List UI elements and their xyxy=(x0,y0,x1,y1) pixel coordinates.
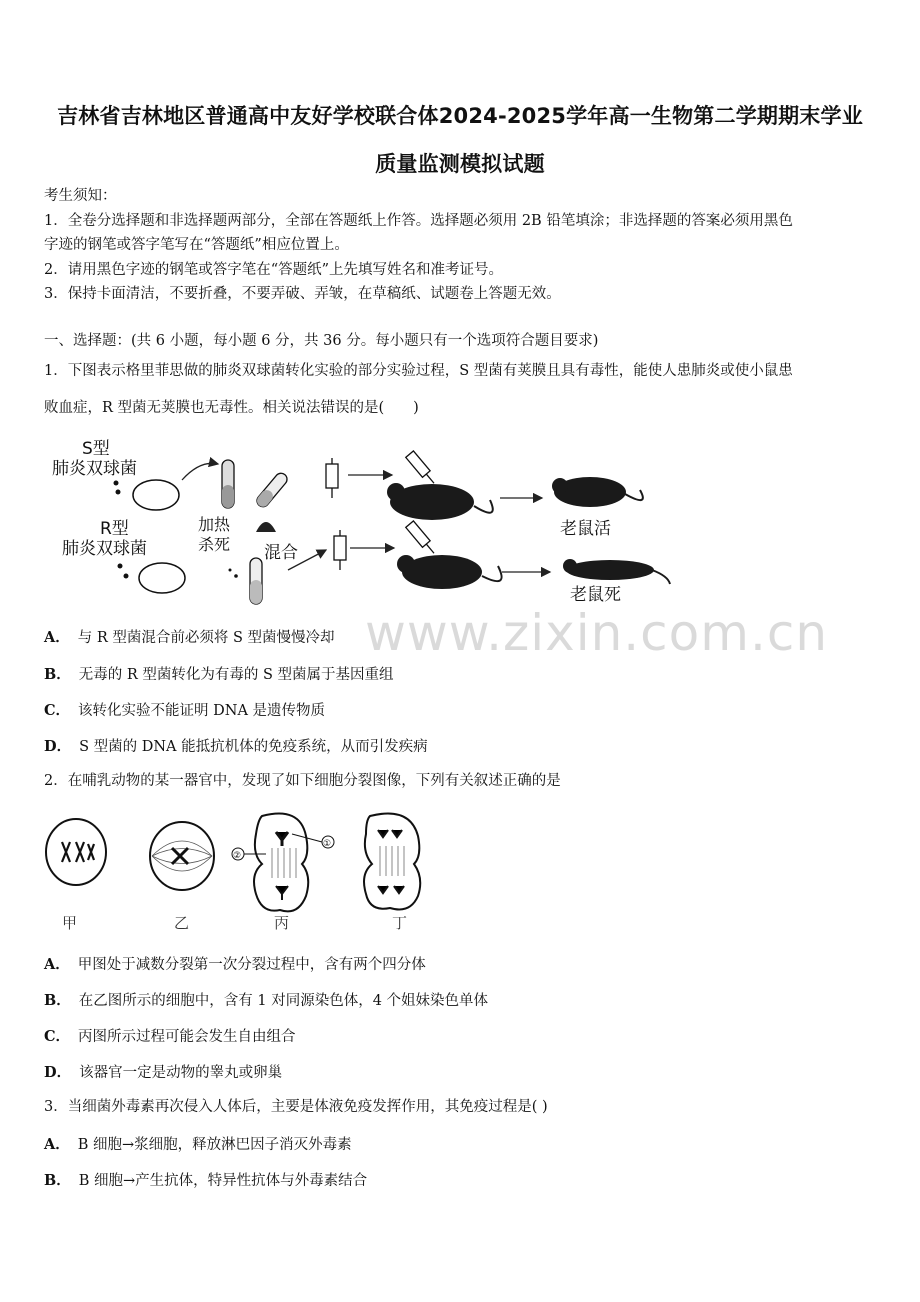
q1-option-a[interactable]: A． 与 R 型菌混合前必须将 S 型菌慢慢冷却 xyxy=(44,629,335,646)
q2-stem: 2．在哺乳动物的某一器官中，发现了如下细胞分裂图像，下列有关叙述正确的是 xyxy=(44,773,561,789)
q3-option-a[interactable]: A． B 细胞→浆细胞，释放淋巴因子消灭外毒素 xyxy=(44,1136,352,1153)
mouse-2-icon xyxy=(397,555,502,589)
q2-figure xyxy=(40,806,440,934)
exam-title-line1: 吉林省吉林地区普通高中友好学校联合体2024-2025学年高一生物第二学期期末学业 xyxy=(57,104,863,128)
test-tube-2-icon xyxy=(250,558,262,604)
live-mouse-icon xyxy=(552,477,643,507)
mouse-icon xyxy=(387,483,493,520)
q1-stem-b: 败血症，R 型菌无荚膜也无毒性。相关说法错误的是( ) xyxy=(44,400,419,416)
cell-yi xyxy=(150,822,214,890)
s-bacteria-dish xyxy=(133,480,179,510)
q2-option-a[interactable]: A． 甲图处于减数分裂第一次分裂过程中，含有两个四分体 xyxy=(44,956,426,973)
s-strain-label: S型 xyxy=(82,439,110,459)
q2-option-d[interactable]: D． 该器官一定是动物的睾丸或卵巢 xyxy=(44,1064,283,1081)
notice-item-3: 3．保持卡面清洁，不要折叠，不要弄破、弄皱，在草稿纸、试题卷上答题无效。 xyxy=(44,286,561,302)
label-bing: 丙 xyxy=(274,914,290,932)
tilted-tube-icon xyxy=(255,471,290,509)
mix-label: 混合 xyxy=(264,543,298,563)
heat-kill-label-1: 加热 xyxy=(198,515,231,534)
notice-item-2: 2．请用黑色字迹的钢笔或答字笔在“答题纸”上先填写姓名和准考证号。 xyxy=(44,262,504,278)
mark-2: ② xyxy=(233,851,242,861)
syringe-icon xyxy=(326,458,338,498)
cell-ding xyxy=(364,814,420,910)
dead-mouse-icon xyxy=(563,559,670,584)
injection-syringe-icon xyxy=(406,451,438,487)
test-tube-icon xyxy=(222,460,234,508)
label-ding: 丁 xyxy=(392,914,408,932)
q2-option-b[interactable]: B． 在乙图所示的细胞中，含有 1 对同源染色体，4 个姐妹染色单体 xyxy=(44,992,489,1009)
q3-option-b[interactable]: B． B 细胞→产生抗体，特异性抗体与外毒素结合 xyxy=(44,1172,368,1189)
label-jia: 甲 xyxy=(62,914,78,932)
q1-option-d[interactable]: D． S 型菌的 DNA 能抵抗机体的免疫系统，从而引发疾病 xyxy=(44,738,428,755)
q2-option-c[interactable]: C． 丙图所示过程可能会发生自由组合 xyxy=(44,1028,296,1045)
cell-bing xyxy=(232,814,334,912)
q1-option-b[interactable]: B． 无毒的 R 型菌转化为有毒的 S 型菌属于基因重组 xyxy=(44,666,394,683)
mark-1: ① xyxy=(323,839,332,849)
notice-item-1b: 字迹的钢笔或答字笔写在“答题纸”相应位置上。 xyxy=(44,237,349,253)
cell-jia xyxy=(46,819,106,885)
q1-stem-a: 1．下图表示格里菲思做的肺炎双球菌转化实验的部分实验过程，S 型菌有荚膜且具有毒性，能使人患肺炎或使小鼠患 xyxy=(44,363,793,379)
q1-option-c[interactable]: C． 该转化实验不能证明 DNA 是遗传物质 xyxy=(44,702,326,719)
section-heading: 一、选择题：(共 6 小题，每小题 6 分，共 36 分。每小题只有一个选项符合题目要求) xyxy=(44,333,599,349)
heat-kill-label-2: 杀死 xyxy=(198,535,231,554)
notice-item-1a: 1．全卷分选择题和非选择题两部分，全部在答题纸上作答。选择题必须用 2B 铅笔填涂；非选择题的答案必须用黑色 xyxy=(44,213,793,229)
mouse-dead-label: 老鼠死 xyxy=(570,585,621,605)
r-strain-name: 肺炎双球菌 xyxy=(62,539,147,559)
syringe-2-icon xyxy=(334,530,346,570)
r-strain-label: R型 xyxy=(100,519,129,539)
watermark: www.zixin.com.cn xyxy=(365,604,829,662)
label-yi: 乙 xyxy=(174,914,190,932)
q1-figure xyxy=(50,430,680,610)
injection-syringe-2-icon xyxy=(406,521,438,557)
r-bacteria-dish xyxy=(139,563,185,593)
mouse-alive-label: 老鼠活 xyxy=(560,519,611,539)
s-strain-name: 肺炎双球菌 xyxy=(52,459,137,479)
burner-icon xyxy=(256,522,276,532)
exam-title-line2: 质量监测模拟试题 xyxy=(375,152,545,176)
notice-heading: 考生须知： xyxy=(44,188,117,204)
q3-stem: 3．当细菌外毒素再次侵入人体后，主要是体液免疫发挥作用，其免疫过程是( ) xyxy=(44,1099,548,1115)
